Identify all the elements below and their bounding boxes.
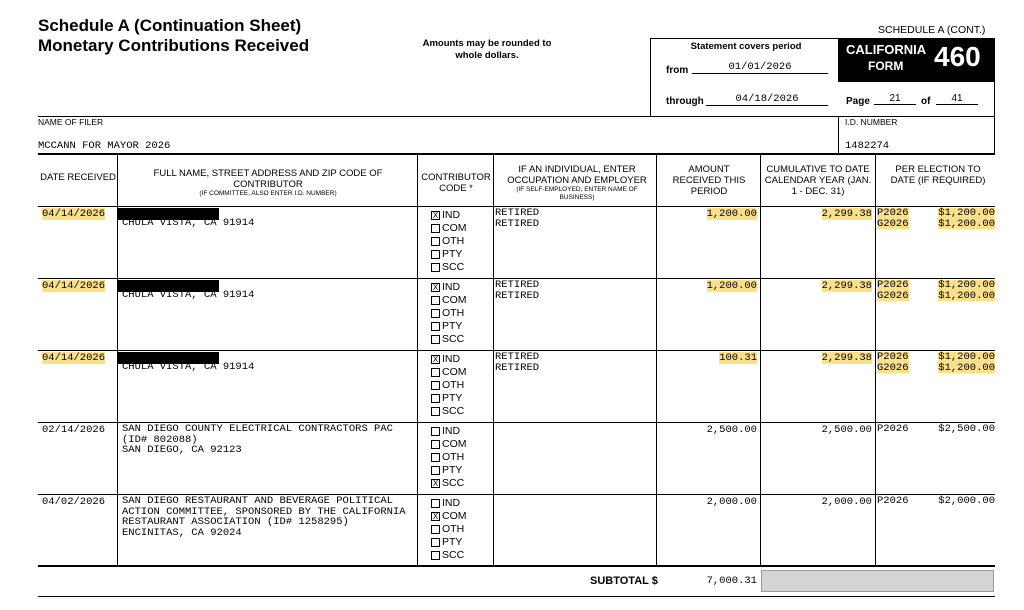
filer-label: NAME OF FILER xyxy=(38,117,104,127)
checkbox-ind[interactable]: X xyxy=(432,282,439,292)
row-cumulative: 2,299.38 xyxy=(821,208,872,220)
name-line: ACTION COMMITTEE, SPONSORED BY THE CALIFORNIA xyxy=(122,505,406,518)
address-line: CHULA VISTA, CA 91914 xyxy=(122,361,255,373)
election-entry: P2026 $1,200.00 xyxy=(877,351,995,363)
row-elections xyxy=(877,424,995,435)
col-amount-header: AMOUNT RECEIVED THIS PERIOD xyxy=(672,164,746,197)
name-line: SAN DIEGO RESTAURANT AND BEVERAGE POLITICAL xyxy=(122,495,393,507)
subtotal-value: 7,000.31 xyxy=(706,575,757,587)
schedule-label: SCHEDULE A (CONT.) xyxy=(878,24,986,36)
code-option-ind: X IND xyxy=(432,209,461,221)
code-option-com: COM xyxy=(431,222,467,235)
row-amount: 1,200.00 xyxy=(706,280,757,292)
checkbox-oth[interactable] xyxy=(431,453,440,462)
name-line: (ID# 802088) xyxy=(122,433,198,446)
row-address xyxy=(122,361,254,373)
id-number: 1482274 xyxy=(845,140,890,152)
code-option-ind: IND xyxy=(431,497,467,510)
checkbox-com[interactable] xyxy=(431,368,440,377)
row-elections xyxy=(877,496,995,507)
col-cumulative-header: CUMULATIVE TO DATE CALENDAR YEAR (JAN. 1 - DEC. 31) xyxy=(764,164,872,197)
row-date: 04/02/2026 xyxy=(42,496,106,508)
row-address xyxy=(122,217,254,229)
name-line: ENCINITAS, CA 92024 xyxy=(122,526,242,539)
rounding-note: Amounts may be rounded to whole dollars. xyxy=(422,38,552,61)
contributor-code-group xyxy=(431,281,467,346)
checkbox-oth[interactable] xyxy=(431,525,440,534)
page-number: 21 xyxy=(874,93,916,105)
checkbox-com[interactable] xyxy=(431,440,440,449)
col-date-header: DATE RECEIVED xyxy=(40,172,116,183)
code-option-com: X COM xyxy=(432,510,467,522)
code-option-scc: SCC xyxy=(431,333,467,346)
title-line-2: Monetary Contributions Received xyxy=(38,36,310,55)
code-option-pty: PTY xyxy=(431,248,467,261)
of-label: of xyxy=(921,96,931,107)
row-address xyxy=(122,289,254,301)
code-option-pty: PTY xyxy=(431,536,467,549)
form-number: 460 xyxy=(934,41,981,72)
row-date: 04/14/2026 xyxy=(42,208,106,220)
row-date: 04/14/2026 xyxy=(42,352,106,364)
col-election-header: PER ELECTION TO DATE (IF REQUIRED) xyxy=(890,164,986,186)
checkbox-pty[interactable] xyxy=(431,466,440,475)
code-option-oth: OTH xyxy=(431,235,467,248)
code-option-pty: PTY xyxy=(431,392,467,405)
checkbox-com[interactable]: X xyxy=(432,511,439,521)
code-option-ind: X IND xyxy=(432,353,461,365)
row-name-address xyxy=(122,424,393,456)
row-amount: 2,000.00 xyxy=(706,496,757,508)
from-date: 01/01/2026 xyxy=(692,61,828,74)
code-option-ind: IND xyxy=(431,425,467,438)
election-entry: P2026 $1,200.00 xyxy=(877,279,995,291)
from-label: from xyxy=(666,65,689,76)
checkbox-oth[interactable] xyxy=(431,381,440,390)
checkbox-pty[interactable] xyxy=(431,394,440,403)
name-line: SAN DIEGO COUNTY ELECTRICAL CONTRACTORS PAC xyxy=(122,423,393,435)
checkbox-scc[interactable] xyxy=(431,407,440,416)
code-option-oth: OTH xyxy=(431,451,467,464)
code-option-pty: PTY xyxy=(431,464,467,477)
code-option-scc: SCC xyxy=(431,405,467,418)
checkbox-scc[interactable] xyxy=(431,263,440,272)
row-name-address xyxy=(122,496,406,538)
address-line: CHULA VISTA, CA 91914 xyxy=(122,217,255,229)
contributor-code-group xyxy=(431,353,467,418)
name-line: SAN DIEGO, CA 92123 xyxy=(122,444,242,456)
california-form-box xyxy=(838,38,995,82)
code-option-pty: PTY xyxy=(431,320,467,333)
election-entry: G2026 $1,200.00 xyxy=(877,361,995,374)
filer-name: MCCANN FOR MAYOR 2026 xyxy=(38,140,171,152)
checkbox-scc[interactable] xyxy=(431,335,440,344)
election-entry: G2026 $1,200.00 xyxy=(877,217,995,230)
code-option-oth: OTH xyxy=(431,307,467,320)
row-date: 02/14/2026 xyxy=(42,424,106,436)
checkbox-pty[interactable] xyxy=(431,322,440,331)
row-elections xyxy=(877,352,995,373)
form-label: FORM xyxy=(868,59,904,73)
subtotal-label: SUBTOTAL $ xyxy=(590,575,658,587)
page-total: 41 xyxy=(936,93,978,105)
contributor-code-group xyxy=(431,209,467,274)
code-option-ind: X IND xyxy=(432,281,461,293)
row-cumulative: 2,299.38 xyxy=(821,352,872,364)
row-cumulative: 2,000.00 xyxy=(821,496,872,508)
checkbox-ind[interactable]: X xyxy=(432,210,439,220)
code-option-com: COM xyxy=(431,366,467,379)
checkbox-oth[interactable] xyxy=(431,309,440,318)
through-label: through xyxy=(666,96,704,107)
subtotal-shaded-area xyxy=(761,570,994,592)
row-cumulative: 2,500.00 xyxy=(821,424,872,436)
code-option-scc: SCC xyxy=(431,261,467,274)
row-occupation: RETIRED RETIRED xyxy=(495,351,540,374)
election-entry: P2026 $2,000.00 xyxy=(877,495,995,507)
code-option-oth: OTH xyxy=(431,523,467,536)
checkbox-com[interactable] xyxy=(431,224,440,233)
code-option-scc: SCC xyxy=(431,549,467,562)
checkbox-oth[interactable] xyxy=(431,237,440,246)
election-entry: P2026 $1,200.00 xyxy=(877,207,995,219)
code-option-oth: OTH xyxy=(431,379,467,392)
through-date: 04/18/2026 xyxy=(706,93,828,106)
row-cumulative: 2,299.38 xyxy=(821,280,872,292)
row-amount: 1,200.00 xyxy=(706,208,757,220)
period-label: Statement covers period xyxy=(690,41,802,52)
california-label: CALIFORNIA xyxy=(846,42,927,57)
form-title xyxy=(38,16,309,56)
title-line-1: Schedule A (Continuation Sheet) xyxy=(38,16,302,35)
checkbox-ind[interactable] xyxy=(431,427,440,436)
col-code-header: CONTRIBUTOR CODE * xyxy=(421,172,491,194)
contributor-code-group xyxy=(431,497,467,562)
name-line: RESTAURANT ASSOCIATION (ID# 1258295) xyxy=(122,516,349,528)
checkbox-scc[interactable]: X xyxy=(432,478,439,488)
contributor-code-group xyxy=(431,425,467,490)
row-elections xyxy=(877,208,995,229)
col-name-header: FULL NAME, STREET ADDRESS AND ZIP CODE OF CONTRIBUTOR (IF COMMITTEE, ALSO ENTER I.D. NUMBER) xyxy=(153,168,383,197)
election-entry: P2026 $2,500.00 xyxy=(877,423,995,435)
election-entry: G2026 $1,200.00 xyxy=(877,289,995,302)
row-occupation: RETIRED RETIRED xyxy=(495,207,540,230)
checkbox-pty[interactable] xyxy=(431,538,440,547)
checkbox-pty[interactable] xyxy=(431,250,440,259)
code-option-scc: X SCC xyxy=(432,477,465,489)
address-line: CHULA VISTA, CA 91914 xyxy=(122,289,255,301)
code-option-com: COM xyxy=(431,294,467,307)
row-date: 04/14/2026 xyxy=(42,280,106,292)
row-elections xyxy=(877,280,995,301)
checkbox-com[interactable] xyxy=(431,296,440,305)
code-option-com: COM xyxy=(431,438,467,451)
checkbox-ind[interactable] xyxy=(431,499,440,508)
row-amount: 2,500.00 xyxy=(706,424,757,436)
col-occupation-header: IF AN INDIVIDUAL, ENTER OCCUPATION AND EMPLOYER (IF SELF-EMPLOYED, ENTER NAME OF BUSINESS) xyxy=(507,164,647,201)
row-amount: 100.31 xyxy=(719,352,757,364)
id-label: I.D. NUMBER xyxy=(845,117,898,127)
checkbox-ind[interactable]: X xyxy=(432,354,439,364)
page-label: Page xyxy=(846,96,870,107)
row-occupation: RETIRED RETIRED xyxy=(495,279,540,302)
checkbox-scc[interactable] xyxy=(431,551,440,560)
